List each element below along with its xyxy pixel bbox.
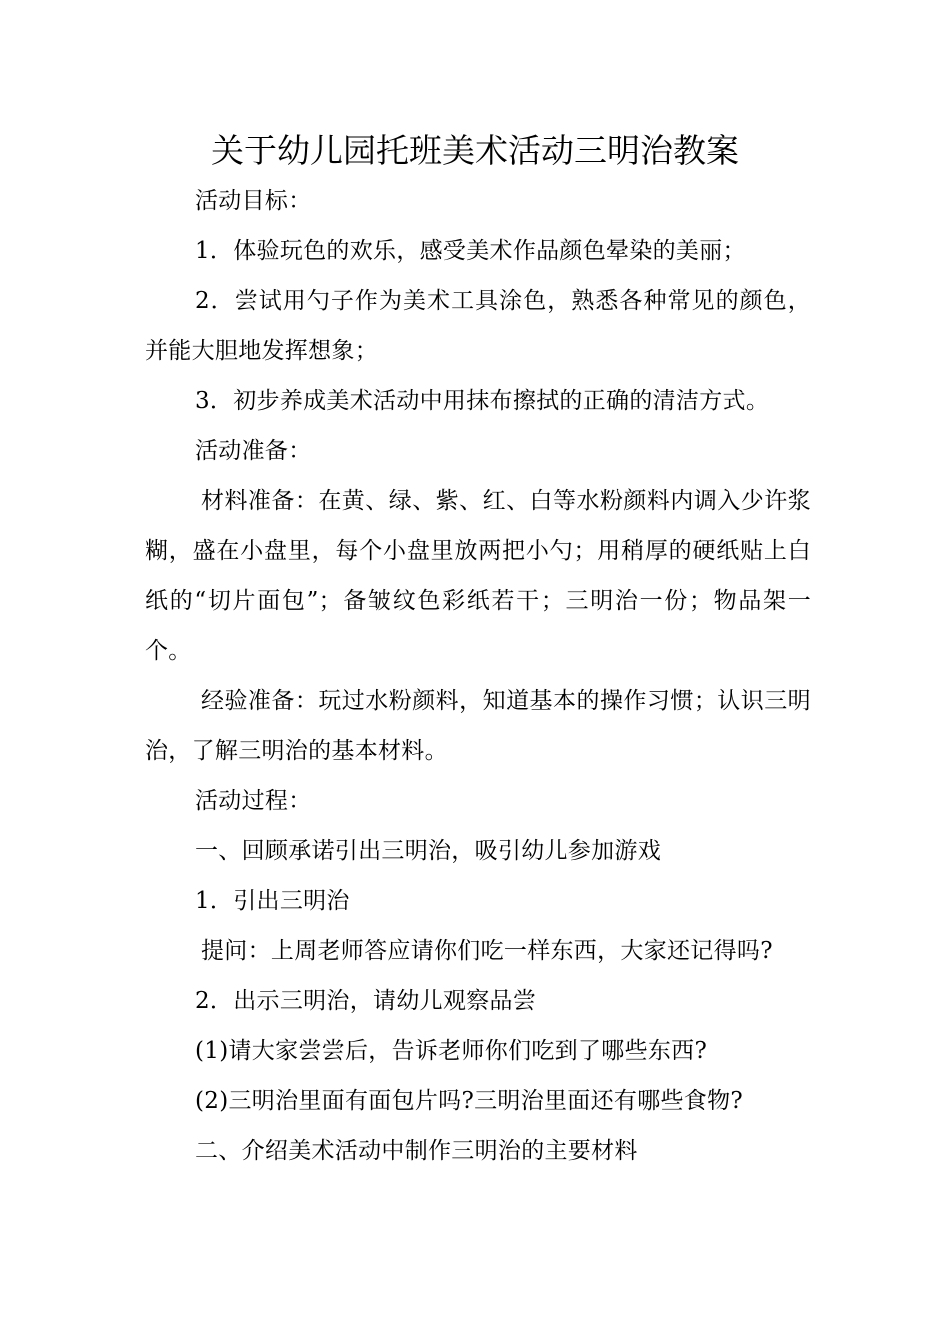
paragraph-section-2: 二、介绍美术活动中制作三明治的主要材料 (195, 1138, 638, 1164)
paragraph-goal-2: 2．尝试用勺子作为美术工具涂色，熟悉各种常见的颜色，并能大胆地发挥想象； (145, 288, 811, 364)
paragraph-goal-3: 3．初步养成美术活动中用抹布擦拭的正确的清洁方式。 (195, 388, 770, 414)
document-title: 关于幼儿园托班美术活动三明治教案 (211, 131, 739, 170)
paragraph-experience-preparation: 经验准备：玩过水粉颜料，知道基本的操作习惯；认识三明治，了解三明治的基本材料。 (145, 688, 811, 764)
paragraph-material-preparation: 材料准备：在黄、绿、紫、红、白等水粉颜料内调入少许浆糊，盛在小盘里，每个小盘里放两把小勺；用稍厚的硬纸贴上白纸的“切片面包”；备皱纹色彩纸若干；三明治一份；物品架一个。 (145, 488, 811, 664)
paragraph-step-1: 1．引出三明治 (195, 888, 350, 914)
paragraph-question: 提问：上周老师答应请你们吃一样东西，大家还记得吗? (201, 938, 773, 964)
paragraph-sub-2: (2)三明治里面有面包片吗?三明治里面还有哪些食物? (195, 1088, 744, 1114)
paragraph-process-heading: 活动过程： (195, 788, 312, 814)
paragraph-step-2: 2．出示三明治，请幼儿观察品尝 (195, 988, 537, 1014)
paragraph-goals-heading: 活动目标： (195, 188, 312, 214)
document-body (145, 176, 811, 1176)
paragraph-sub-1: (1)请大家尝尝后，告诉老师你们吃到了哪些东西? (195, 1038, 708, 1064)
paragraph-section-1: 一、回顾承诺引出三明治，吸引幼儿参加游戏 (195, 838, 661, 864)
paragraph-preparation-heading: 活动准备： (195, 438, 312, 464)
paragraph-goal-1: 1．体验玩色的欢乐，感受美术作品颜色晕染的美丽； (195, 238, 746, 264)
